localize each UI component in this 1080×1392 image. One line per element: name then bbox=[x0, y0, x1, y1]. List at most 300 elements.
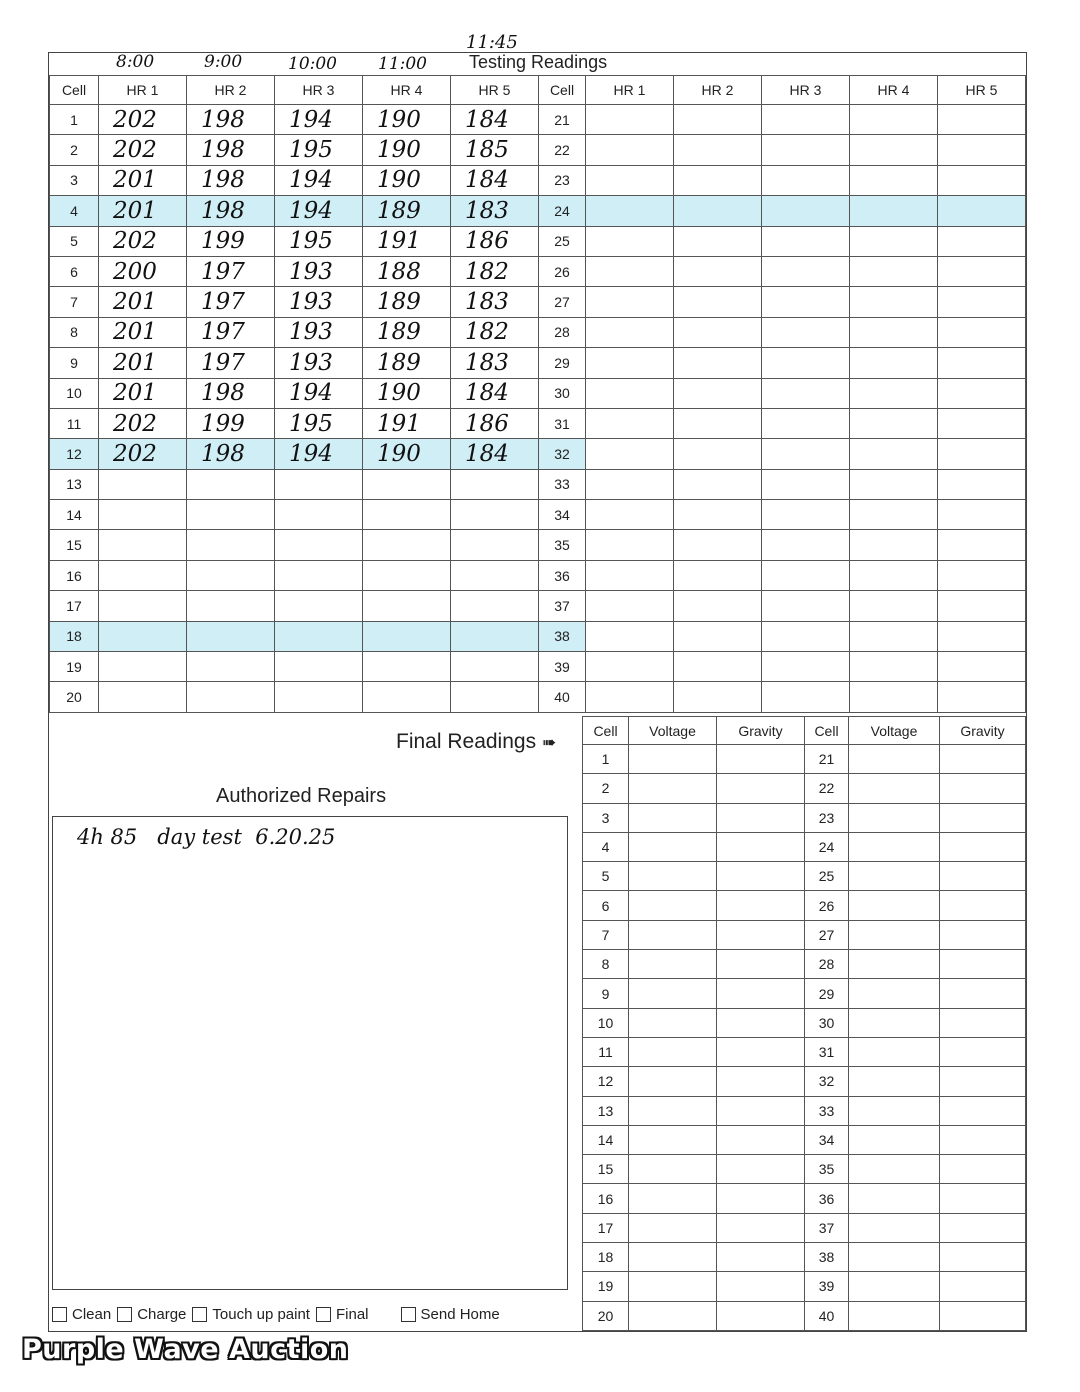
reading-hr1: 202 bbox=[99, 105, 187, 135]
reading-hr3: 194 bbox=[275, 439, 363, 469]
testing-readings-title: Testing Readings bbox=[469, 52, 608, 72]
final-gravity-right[interactable] bbox=[940, 1243, 1026, 1272]
final-voltage[interactable] bbox=[629, 862, 717, 891]
reading-right-hr3[interactable] bbox=[762, 439, 850, 469]
final-gravity-right[interactable] bbox=[940, 774, 1026, 803]
final-voltage[interactable] bbox=[629, 832, 717, 861]
final-readings-table bbox=[582, 716, 1026, 1331]
final-gravity-right[interactable] bbox=[940, 745, 1026, 774]
cell-number: 5 bbox=[50, 226, 99, 256]
reading-hr2 bbox=[187, 469, 275, 499]
reading-hr1 bbox=[99, 500, 187, 530]
final-voltage-right[interactable] bbox=[849, 1037, 940, 1066]
reading-right-hr2[interactable] bbox=[674, 256, 762, 286]
reading-hr1: 202 bbox=[99, 408, 187, 438]
table-row bbox=[583, 1037, 1026, 1066]
final-cell-number: 12 bbox=[583, 1067, 629, 1096]
reading-right-hr4[interactable] bbox=[850, 560, 938, 590]
final-voltage[interactable] bbox=[629, 774, 717, 803]
reading-right-hr1[interactable] bbox=[586, 105, 674, 135]
reading-right-hr2[interactable] bbox=[674, 196, 762, 226]
final-gravity-right[interactable] bbox=[940, 1125, 1026, 1154]
reading-right-hr3[interactable] bbox=[762, 135, 850, 165]
cell-number-right: 40 bbox=[539, 682, 586, 712]
reading-right-hr3[interactable] bbox=[762, 682, 850, 712]
reading-right-hr5[interactable] bbox=[938, 256, 1026, 286]
reading-hr2: 197 bbox=[187, 317, 275, 347]
final-gravity[interactable] bbox=[717, 1096, 805, 1125]
reading-hr4: 189 bbox=[363, 317, 451, 347]
reading-hr3 bbox=[275, 560, 363, 590]
reading-right-hr4[interactable] bbox=[850, 530, 938, 560]
reading-right-hr5[interactable] bbox=[938, 560, 1026, 590]
reading-hr1: 202 bbox=[99, 226, 187, 256]
table-row bbox=[50, 500, 1026, 530]
reading-hr3 bbox=[275, 500, 363, 530]
final-voltage-right[interactable] bbox=[849, 1125, 940, 1154]
reading-right-hr3[interactable] bbox=[762, 469, 850, 499]
final-voltage-right[interactable] bbox=[849, 1067, 940, 1096]
reading-right-hr5[interactable] bbox=[938, 196, 1026, 226]
reading-hr3 bbox=[275, 652, 363, 682]
reading-right-hr3[interactable] bbox=[762, 378, 850, 408]
final-voltage-right[interactable] bbox=[849, 1008, 940, 1037]
final-gravity[interactable] bbox=[717, 950, 805, 979]
final-gravity[interactable] bbox=[717, 1184, 805, 1213]
authorized-repairs-box[interactable] bbox=[52, 816, 568, 1290]
final-voltage[interactable] bbox=[629, 920, 717, 949]
checkbox-touch-up-paint[interactable] bbox=[192, 1306, 310, 1323]
reading-hr5: 182 bbox=[451, 317, 539, 347]
cell-number-right: 29 bbox=[539, 348, 586, 378]
final-voltage-right[interactable] bbox=[849, 920, 940, 949]
final-voltage[interactable] bbox=[629, 1067, 717, 1096]
reading-right-hr2[interactable] bbox=[674, 682, 762, 712]
final-cell-number: 11 bbox=[583, 1037, 629, 1066]
reading-right-hr2[interactable] bbox=[674, 105, 762, 135]
cell-number-right: 38 bbox=[539, 621, 586, 651]
final-header-gravity-right: Gravity bbox=[940, 717, 1026, 745]
reading-right-hr4[interactable] bbox=[850, 226, 938, 256]
reading-right-hr3[interactable] bbox=[762, 287, 850, 317]
cell-number: 14 bbox=[50, 500, 99, 530]
final-cell-number-right: 22 bbox=[805, 774, 849, 803]
cell-number: 8 bbox=[50, 317, 99, 347]
reading-right-hr4[interactable] bbox=[850, 500, 938, 530]
reading-right-hr5[interactable] bbox=[938, 378, 1026, 408]
reading-right-hr5[interactable] bbox=[938, 652, 1026, 682]
final-voltage[interactable] bbox=[629, 1037, 717, 1066]
reading-hr3: 194 bbox=[275, 105, 363, 135]
final-voltage-right[interactable] bbox=[849, 1243, 940, 1272]
reading-hr5: 184 bbox=[451, 378, 539, 408]
reading-right-hr4[interactable] bbox=[850, 621, 938, 651]
final-gravity-right[interactable] bbox=[940, 950, 1026, 979]
reading-hr5: 183 bbox=[451, 196, 539, 226]
final-gravity-right[interactable] bbox=[940, 1272, 1026, 1301]
reading-hr4: 190 bbox=[363, 165, 451, 195]
reading-right-hr2[interactable] bbox=[674, 530, 762, 560]
header-hr4: HR 4 bbox=[363, 76, 451, 105]
final-voltage[interactable] bbox=[629, 950, 717, 979]
final-gravity[interactable] bbox=[717, 862, 805, 891]
arrow-right-icon: ➠ bbox=[541, 733, 557, 752]
checkbox-touch-up-paint-label: Touch up paint bbox=[212, 1306, 310, 1323]
reading-right-hr5[interactable] bbox=[938, 348, 1026, 378]
final-cell-number: 16 bbox=[583, 1184, 629, 1213]
reading-right-hr1[interactable] bbox=[586, 165, 674, 195]
reading-right-hr5[interactable] bbox=[938, 165, 1026, 195]
reading-hr2 bbox=[187, 560, 275, 590]
reading-right-hr1[interactable] bbox=[586, 682, 674, 712]
reading-right-hr4[interactable] bbox=[850, 196, 938, 226]
final-cell-number: 20 bbox=[583, 1301, 629, 1330]
reading-right-hr3[interactable] bbox=[762, 500, 850, 530]
reading-right-hr4[interactable] bbox=[850, 287, 938, 317]
reading-right-hr1[interactable] bbox=[586, 439, 674, 469]
final-gravity[interactable] bbox=[717, 920, 805, 949]
final-voltage[interactable] bbox=[629, 1301, 717, 1330]
checkbox-charge[interactable] bbox=[117, 1306, 186, 1323]
final-gravity[interactable] bbox=[717, 1037, 805, 1066]
checkbox-send-home-box[interactable] bbox=[401, 1307, 416, 1322]
final-voltage-right[interactable] bbox=[849, 1096, 940, 1125]
checkbox-send-home-label: Send Home bbox=[420, 1306, 500, 1323]
reading-right-hr4[interactable] bbox=[850, 317, 938, 347]
reading-hr5 bbox=[451, 530, 539, 560]
reading-right-hr5[interactable] bbox=[938, 500, 1026, 530]
reading-right-hr4[interactable] bbox=[850, 256, 938, 286]
cell-number-right: 36 bbox=[539, 560, 586, 590]
final-voltage-right[interactable] bbox=[849, 745, 940, 774]
table-row bbox=[583, 1272, 1026, 1301]
final-gravity[interactable] bbox=[717, 891, 805, 920]
final-cell-number-right: 28 bbox=[805, 950, 849, 979]
reading-hr2 bbox=[187, 530, 275, 560]
reading-right-hr3[interactable] bbox=[762, 621, 850, 651]
final-gravity[interactable] bbox=[717, 1301, 805, 1330]
final-voltage-right[interactable] bbox=[849, 774, 940, 803]
final-voltage[interactable] bbox=[629, 979, 717, 1008]
cell-number-right: 39 bbox=[539, 652, 586, 682]
reading-right-hr4[interactable] bbox=[850, 469, 938, 499]
reading-right-hr3[interactable] bbox=[762, 408, 850, 438]
final-gravity[interactable] bbox=[717, 1155, 805, 1184]
cell-number: 17 bbox=[50, 591, 99, 621]
final-voltage[interactable] bbox=[629, 1096, 717, 1125]
reading-hr3: 194 bbox=[275, 165, 363, 195]
reading-hr3: 195 bbox=[275, 226, 363, 256]
reading-right-hr5[interactable] bbox=[938, 287, 1026, 317]
reading-right-hr1[interactable] bbox=[586, 348, 674, 378]
reading-right-hr2[interactable] bbox=[674, 621, 762, 651]
final-gravity[interactable] bbox=[717, 745, 805, 774]
final-voltage-right[interactable] bbox=[849, 1213, 940, 1242]
reading-right-hr2[interactable] bbox=[674, 500, 762, 530]
testing-readings-table bbox=[49, 75, 1026, 713]
header-hr3: HR 3 bbox=[275, 76, 363, 105]
final-gravity[interactable] bbox=[717, 832, 805, 861]
final-gravity[interactable] bbox=[717, 1272, 805, 1301]
reading-right-hr1[interactable] bbox=[586, 621, 674, 651]
reading-hr1 bbox=[99, 560, 187, 590]
reading-right-hr4[interactable] bbox=[850, 408, 938, 438]
cell-number: 6 bbox=[50, 256, 99, 286]
reading-right-hr2[interactable] bbox=[674, 317, 762, 347]
final-gravity-right[interactable] bbox=[940, 832, 1026, 861]
reading-right-hr5[interactable] bbox=[938, 317, 1026, 347]
final-voltage-right[interactable] bbox=[849, 891, 940, 920]
cell-number-right: 23 bbox=[539, 165, 586, 195]
reading-right-hr3[interactable] bbox=[762, 560, 850, 590]
final-voltage-right[interactable] bbox=[849, 950, 940, 979]
checkbox-final[interactable] bbox=[316, 1306, 369, 1323]
reading-hr4: 189 bbox=[363, 196, 451, 226]
reading-right-hr1[interactable] bbox=[586, 560, 674, 590]
final-gravity-right[interactable] bbox=[940, 1037, 1026, 1066]
table-row bbox=[50, 591, 1026, 621]
cell-number-right: 34 bbox=[539, 500, 586, 530]
reading-right-hr5[interactable] bbox=[938, 408, 1026, 438]
reading-right-hr4[interactable] bbox=[850, 105, 938, 135]
reading-hr4: 190 bbox=[363, 105, 451, 135]
reading-right-hr3[interactable] bbox=[762, 530, 850, 560]
reading-hr4: 188 bbox=[363, 256, 451, 286]
final-voltage-right[interactable] bbox=[849, 1155, 940, 1184]
final-gravity-right[interactable] bbox=[940, 1008, 1026, 1037]
reading-right-hr2[interactable] bbox=[674, 135, 762, 165]
final-gravity-right[interactable] bbox=[940, 803, 1026, 832]
cell-number: 1 bbox=[50, 105, 99, 135]
final-voltage[interactable] bbox=[629, 803, 717, 832]
reading-right-hr5[interactable] bbox=[938, 135, 1026, 165]
cell-number: 2 bbox=[50, 135, 99, 165]
table-row bbox=[50, 439, 1026, 469]
reading-right-hr3[interactable] bbox=[762, 165, 850, 195]
header-hr1: HR 1 bbox=[99, 76, 187, 105]
reading-right-hr1[interactable] bbox=[586, 378, 674, 408]
checkbox-final-label: Final bbox=[335, 1306, 369, 1323]
reading-hr3: 194 bbox=[275, 196, 363, 226]
reading-right-hr2[interactable] bbox=[674, 408, 762, 438]
table-row bbox=[50, 682, 1026, 712]
final-header-cell-right: Cell bbox=[805, 717, 849, 745]
reading-right-hr3[interactable] bbox=[762, 317, 850, 347]
final-voltage-right[interactable] bbox=[849, 803, 940, 832]
reading-right-hr1[interactable] bbox=[586, 530, 674, 560]
reading-right-hr2[interactable] bbox=[674, 226, 762, 256]
final-cell-number-right: 27 bbox=[805, 920, 849, 949]
reading-right-hr1[interactable] bbox=[586, 317, 674, 347]
reading-right-hr2[interactable] bbox=[674, 591, 762, 621]
reading-hr5 bbox=[451, 469, 539, 499]
final-voltage-right[interactable] bbox=[849, 1184, 940, 1213]
reading-right-hr1[interactable] bbox=[586, 591, 674, 621]
header-hr3-right: HR 3 bbox=[762, 76, 850, 105]
reading-hr1: 202 bbox=[99, 439, 187, 469]
reading-hr2: 197 bbox=[187, 287, 275, 317]
reading-right-hr2[interactable] bbox=[674, 378, 762, 408]
table-row bbox=[583, 1184, 1026, 1213]
final-voltage[interactable] bbox=[629, 1008, 717, 1037]
final-voltage[interactable] bbox=[629, 1155, 717, 1184]
final-gravity-right[interactable] bbox=[940, 1301, 1026, 1330]
final-cell-number: 4 bbox=[583, 832, 629, 861]
final-cell-number: 17 bbox=[583, 1213, 629, 1242]
reading-hr5: 183 bbox=[451, 287, 539, 317]
cell-number: 20 bbox=[50, 682, 99, 712]
final-voltage[interactable] bbox=[629, 891, 717, 920]
reading-right-hr2[interactable] bbox=[674, 469, 762, 499]
final-gravity[interactable] bbox=[717, 979, 805, 1008]
reading-right-hr3[interactable] bbox=[762, 348, 850, 378]
final-voltage-right[interactable] bbox=[849, 1272, 940, 1301]
final-gravity[interactable] bbox=[717, 1008, 805, 1037]
final-cell-number: 8 bbox=[583, 950, 629, 979]
reading-right-hr1[interactable] bbox=[586, 408, 674, 438]
reading-right-hr4[interactable] bbox=[850, 378, 938, 408]
cell-number-right: 37 bbox=[539, 591, 586, 621]
reading-right-hr2[interactable] bbox=[674, 165, 762, 195]
final-voltage-right[interactable] bbox=[849, 862, 940, 891]
checkbox-send-home[interactable] bbox=[401, 1306, 500, 1323]
reading-right-hr1[interactable] bbox=[586, 256, 674, 286]
reading-hr5: 184 bbox=[451, 105, 539, 135]
final-gravity-right[interactable] bbox=[940, 1067, 1026, 1096]
reading-hr2 bbox=[187, 591, 275, 621]
reading-hr5 bbox=[451, 652, 539, 682]
final-gravity-right[interactable] bbox=[940, 1155, 1026, 1184]
reading-right-hr3[interactable] bbox=[762, 226, 850, 256]
reading-right-hr1[interactable] bbox=[586, 226, 674, 256]
cell-number: 7 bbox=[50, 287, 99, 317]
final-gravity-right[interactable] bbox=[940, 891, 1026, 920]
cell-number: 4 bbox=[50, 196, 99, 226]
reading-hr4: 190 bbox=[363, 135, 451, 165]
final-voltage[interactable] bbox=[629, 1272, 717, 1301]
reading-right-hr1[interactable] bbox=[586, 135, 674, 165]
reading-hr1: 201 bbox=[99, 378, 187, 408]
reading-hr4 bbox=[363, 560, 451, 590]
table-row bbox=[583, 1125, 1026, 1154]
reading-right-hr5[interactable] bbox=[938, 682, 1026, 712]
reading-right-hr2[interactable] bbox=[674, 287, 762, 317]
final-voltage-right[interactable] bbox=[849, 979, 940, 1008]
final-voltage[interactable] bbox=[629, 1213, 717, 1242]
reading-right-hr5[interactable] bbox=[938, 105, 1026, 135]
reading-right-hr1[interactable] bbox=[586, 469, 674, 499]
final-voltage[interactable] bbox=[629, 1243, 717, 1272]
reading-hr4: 191 bbox=[363, 408, 451, 438]
reading-hr1: 201 bbox=[99, 196, 187, 226]
final-gravity-right[interactable] bbox=[940, 1213, 1026, 1242]
reading-right-hr5[interactable] bbox=[938, 530, 1026, 560]
table-row bbox=[583, 979, 1026, 1008]
cell-number: 12 bbox=[50, 439, 99, 469]
checkbox-clean-label: Clean bbox=[72, 1306, 112, 1323]
final-voltage[interactable] bbox=[629, 1125, 717, 1154]
reading-right-hr4[interactable] bbox=[850, 348, 938, 378]
table-row bbox=[583, 862, 1026, 891]
reading-right-hr4[interactable] bbox=[850, 652, 938, 682]
table-row bbox=[50, 135, 1026, 165]
cell-number-right: 25 bbox=[539, 226, 586, 256]
final-header-row bbox=[583, 717, 1026, 745]
final-gravity[interactable] bbox=[717, 1125, 805, 1154]
reading-right-hr5[interactable] bbox=[938, 621, 1026, 651]
reading-right-hr3[interactable] bbox=[762, 256, 850, 286]
reading-right-hr3[interactable] bbox=[762, 196, 850, 226]
final-gravity[interactable] bbox=[717, 1213, 805, 1242]
final-gravity[interactable] bbox=[717, 1067, 805, 1096]
checkbox-touch-up-paint-box[interactable] bbox=[192, 1307, 207, 1322]
table-row bbox=[583, 774, 1026, 803]
final-voltage-right[interactable] bbox=[849, 832, 940, 861]
reading-right-hr3[interactable] bbox=[762, 105, 850, 135]
reading-right-hr3[interactable] bbox=[762, 652, 850, 682]
reading-right-hr4[interactable] bbox=[850, 682, 938, 712]
reading-right-hr2[interactable] bbox=[674, 652, 762, 682]
reading-right-hr4[interactable] bbox=[850, 439, 938, 469]
final-gravity-right[interactable] bbox=[940, 979, 1026, 1008]
final-gravity-right[interactable] bbox=[940, 862, 1026, 891]
reading-right-hr1[interactable] bbox=[586, 652, 674, 682]
final-voltage[interactable] bbox=[629, 1184, 717, 1213]
cell-number: 11 bbox=[50, 408, 99, 438]
cell-number-right: 33 bbox=[539, 469, 586, 499]
checkbox-final-box[interactable] bbox=[316, 1307, 331, 1322]
reading-right-hr4[interactable] bbox=[850, 591, 938, 621]
table-row bbox=[50, 530, 1026, 560]
final-gravity[interactable] bbox=[717, 774, 805, 803]
table-row bbox=[50, 196, 1026, 226]
checkbox-clean[interactable] bbox=[52, 1306, 111, 1323]
cell-number: 3 bbox=[50, 165, 99, 195]
reading-hr5: 184 bbox=[451, 165, 539, 195]
reading-right-hr2[interactable] bbox=[674, 439, 762, 469]
reading-right-hr5[interactable] bbox=[938, 591, 1026, 621]
table-row bbox=[583, 891, 1026, 920]
final-cell-number-right: 40 bbox=[805, 1301, 849, 1330]
final-gravity[interactable] bbox=[717, 803, 805, 832]
final-gravity-right[interactable] bbox=[940, 920, 1026, 949]
reading-right-hr5[interactable] bbox=[938, 439, 1026, 469]
reading-right-hr1[interactable] bbox=[586, 500, 674, 530]
reading-right-hr1[interactable] bbox=[586, 287, 674, 317]
reading-right-hr4[interactable] bbox=[850, 165, 938, 195]
checkbox-charge-box[interactable] bbox=[117, 1307, 132, 1322]
final-voltage-right[interactable] bbox=[849, 1301, 940, 1330]
reading-hr3: 195 bbox=[275, 408, 363, 438]
final-gravity-right[interactable] bbox=[940, 1096, 1026, 1125]
reading-right-hr1[interactable] bbox=[586, 196, 674, 226]
final-cell-number-right: 25 bbox=[805, 862, 849, 891]
checkbox-clean-box[interactable] bbox=[52, 1307, 67, 1322]
reading-right-hr5[interactable] bbox=[938, 226, 1026, 256]
reading-right-hr2[interactable] bbox=[674, 560, 762, 590]
final-gravity[interactable] bbox=[717, 1243, 805, 1272]
reading-hr1 bbox=[99, 621, 187, 651]
reading-right-hr3[interactable] bbox=[762, 591, 850, 621]
reading-right-hr2[interactable] bbox=[674, 348, 762, 378]
final-cell-number-right: 37 bbox=[805, 1213, 849, 1242]
reading-right-hr4[interactable] bbox=[850, 135, 938, 165]
table-row bbox=[583, 1243, 1026, 1272]
final-gravity-right[interactable] bbox=[940, 1184, 1026, 1213]
final-voltage[interactable] bbox=[629, 745, 717, 774]
cell-number-right: 30 bbox=[539, 378, 586, 408]
reading-right-hr5[interactable] bbox=[938, 469, 1026, 499]
